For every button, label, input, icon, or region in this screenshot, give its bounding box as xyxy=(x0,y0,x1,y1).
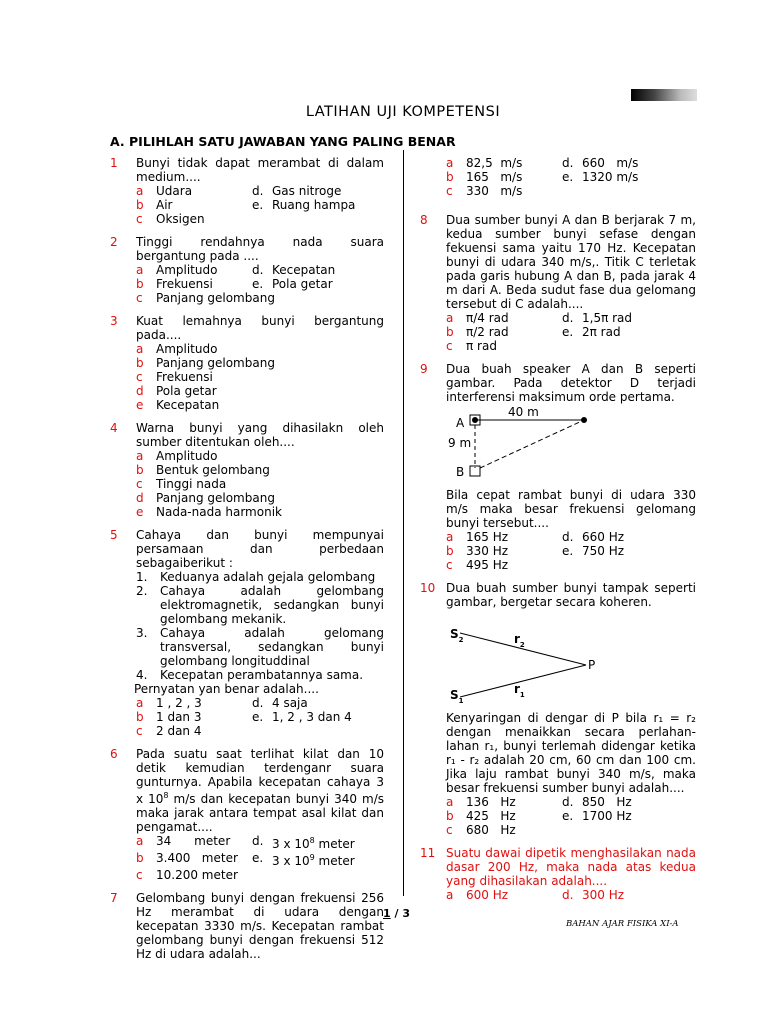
option-letter: a xyxy=(446,156,454,170)
option-letter: a xyxy=(136,184,144,198)
label-40m: 40 m xyxy=(508,405,539,419)
question-10 xyxy=(420,581,696,837)
question-number: 6 xyxy=(110,747,118,761)
option-letter: e. xyxy=(252,198,264,212)
option-b[interactable]: 1 dan 3 xyxy=(156,710,202,724)
label-s2 xyxy=(450,627,464,644)
question-stem: Tinggi rendahnya nada suara bergantung pada .... xyxy=(136,235,384,263)
question-stem: Suatu dawai dipetik menghasilakan nada dasar 200 Hz, maka nada atas kedua yang dihasilakan adalah.... xyxy=(446,846,696,888)
option-b[interactable]: π/2 rad xyxy=(466,325,509,339)
question-stem: Bunyi tidak dapat merambat di dalam medium.... xyxy=(136,156,384,184)
option-a[interactable]: Udara xyxy=(156,184,193,198)
option-letter: c xyxy=(446,558,453,572)
option-letter: e. xyxy=(562,170,574,184)
question-stem xyxy=(136,747,384,834)
question-stem: Gelombang bunyi dengan frekuensi 256 Hz merambat di udara dengan kecepatan 3330 m/s. Kecepatan rambat gelombang bunyi dengan frekuensi 512 Hz di udara adalah... xyxy=(136,891,384,961)
option-e[interactable]: 1320 m/s xyxy=(582,170,639,184)
option-b[interactable]: 425 Hz xyxy=(466,809,516,823)
statement-1: Keduanya adalah gejala gelombang xyxy=(160,570,376,584)
question-stem: Dua buah sumber bunyi tampak seperti gambar, bergetar secara koheren. xyxy=(446,581,696,609)
question-number: 10 xyxy=(420,581,436,595)
option-text: 3 x 10 xyxy=(272,854,310,868)
option-letter: c xyxy=(446,184,453,198)
option-c[interactable]: 330 m/s xyxy=(466,184,523,198)
option-letter: e. xyxy=(252,710,264,724)
option-d[interactable]: 1,5π rad xyxy=(582,311,633,325)
option-d[interactable]: 660 m/s xyxy=(582,156,639,170)
option-letter: b xyxy=(136,851,144,865)
option-d[interactable]: 660 Hz xyxy=(582,530,625,544)
option-letter: a xyxy=(136,834,144,848)
option-c[interactable]: 10.200 meter xyxy=(156,868,238,882)
column-divider xyxy=(403,150,404,896)
exponent: 8 xyxy=(309,836,315,845)
statement-3: Cahaya adalah gelomang transversal, sedangkan bunyi gelombang longituddinal xyxy=(160,626,384,668)
option-e[interactable]: 1700 Hz xyxy=(582,809,632,823)
question-7 xyxy=(110,891,384,961)
total-pages: / 3 xyxy=(390,907,410,920)
option-a[interactable]: Amplitudo xyxy=(156,342,218,356)
question-8 xyxy=(420,213,696,353)
option-letter: e. xyxy=(562,809,574,823)
option-a[interactable]: 600 Hz xyxy=(466,888,509,902)
option-d[interactable]: Gas nitroge xyxy=(272,184,342,198)
option-letter: a xyxy=(136,696,144,710)
stem-part: Pada suatu saat terlihat kilat dan 10 detik kemudian terdenganr suara gunturnya. Apabila kecepatan cahaya 3 x 10 xyxy=(136,747,384,806)
option-c[interactable]: π rad xyxy=(466,339,497,353)
option-letter: b xyxy=(136,710,144,724)
question-tail: Pernyatan yan benar adalah.... xyxy=(134,682,319,696)
question-number: 11 xyxy=(420,846,436,860)
stem-part: m/s dan kecepatan bunyi 340 m/s maka jarak antara tempat asal kilat dan pengamat.... xyxy=(136,792,385,834)
question-tail: Kenyaringan di dengar di P bila r₁ = r₂ dengan menaikkan secara perlahan-lahan r₁, bunyi terlemah didengar ketika r₁ - r₂ adalah 20 cm, 60 cm dan 100 cm. Jika laju rambat bunyi 340 m/s, maka besar frekuensi sumber bunyi adalah.... xyxy=(446,711,696,795)
label-subscript: 1 xyxy=(519,691,525,699)
option-c[interactable]: Oksigen xyxy=(156,212,205,226)
option-c[interactable]: 2 dan 4 xyxy=(156,724,202,738)
left-column xyxy=(110,156,384,970)
label-subscript: 2 xyxy=(519,641,525,649)
option-c[interactable]: Frekuensi xyxy=(156,370,213,384)
exponent: 8 xyxy=(163,791,169,800)
question-stem: Cahaya dan bunyi mempunyai persamaan dan perbedaan sebagaiberikut : xyxy=(136,528,384,570)
option-letter: d. xyxy=(562,311,574,325)
label-subscript: 2 xyxy=(458,636,464,644)
statement-2: Cahaya adalah gelombang elektromagnetik, sedangkan bunyi gelombang mekanik. xyxy=(160,584,384,626)
question-3 xyxy=(110,314,384,412)
option-letter: d. xyxy=(562,888,574,902)
option-letter: d. xyxy=(252,263,264,277)
question-number: 4 xyxy=(110,421,118,435)
option-letter: a xyxy=(136,263,144,277)
option-e[interactable]: 1, 2 , 3 dan 4 xyxy=(272,710,352,724)
option-text: meter xyxy=(314,837,355,851)
statement-4: Kecepatan perambatannya sama. xyxy=(160,668,364,682)
question-number: 1 xyxy=(110,156,118,170)
option-letter: b xyxy=(446,544,454,558)
option-e[interactable] xyxy=(272,851,355,868)
question-tail: Bila cepat rambat bunyi di udara 330 m/s maka besar frekuensi gelomang bunyi tersebut.... xyxy=(446,488,696,530)
option-letter: c xyxy=(136,724,143,738)
option-b[interactable]: Frekuensi xyxy=(156,277,213,291)
question-5 xyxy=(110,528,384,738)
question-number: 9 xyxy=(420,362,428,376)
option-d[interactable]: 4 saja xyxy=(272,696,308,710)
option-letter: e. xyxy=(562,325,574,339)
option-letter: b xyxy=(136,277,144,291)
question-stem: Warna bunyi yang dihasilakn oleh sumber ditentukan oleh.... xyxy=(136,421,384,449)
option-letter: b xyxy=(446,170,454,184)
label-text: S xyxy=(450,688,459,702)
option-b[interactable]: Air xyxy=(156,198,173,212)
option-c[interactable]: Panjang gelombang xyxy=(156,291,275,305)
page-title: LATIHAN UJI KOMPETENSI xyxy=(305,104,501,120)
option-b[interactable]: Panjang gelombang xyxy=(156,356,275,370)
option-letter: c xyxy=(446,823,453,837)
question-11 xyxy=(420,846,696,902)
option-c[interactable]: Tinggi nada xyxy=(156,477,227,491)
option-letter: b xyxy=(446,809,454,823)
option-b[interactable]: 165 m/s xyxy=(466,170,523,184)
option-a[interactable]: π/4 rad xyxy=(466,311,509,325)
option-letter: d. xyxy=(252,184,264,198)
label-subscript: 1 xyxy=(458,697,464,705)
label-text: S xyxy=(450,627,459,641)
option-letter: c xyxy=(136,291,143,305)
option-letter: d. xyxy=(252,834,264,848)
option-letter: c xyxy=(136,477,143,491)
option-letter: b xyxy=(446,325,454,339)
option-d[interactable]: 850 Hz xyxy=(582,795,632,809)
option-d[interactable]: Panjang gelombang xyxy=(156,491,275,505)
option-a[interactable]: Amplitudo xyxy=(156,449,218,463)
option-letter: d. xyxy=(562,156,574,170)
option-d[interactable]: Pola getar xyxy=(156,384,217,398)
option-letter: c xyxy=(136,868,143,882)
current-page: 1 xyxy=(383,907,391,920)
option-letter: b xyxy=(136,463,144,477)
label-p: P xyxy=(588,658,596,672)
option-b[interactable]: 330 Hz xyxy=(466,544,509,558)
label-text: r xyxy=(514,682,520,696)
exponent: 9 xyxy=(309,853,315,862)
option-c[interactable]: 495 Hz xyxy=(466,558,509,572)
option-d[interactable]: Kecepatan xyxy=(272,263,336,277)
question-9 xyxy=(420,362,696,572)
question-stem: Dua buah speaker A dan B seperti gambar. Pada detektor D terjadi interferensi maksimum orde pertama. xyxy=(446,362,696,404)
label-r1 xyxy=(514,682,525,699)
question-6 xyxy=(110,747,384,882)
statement-number: 4. xyxy=(136,668,148,682)
page-number xyxy=(383,907,410,920)
option-d[interactable]: 300 Hz xyxy=(582,888,625,902)
option-a[interactable]: 82,5 m/s xyxy=(466,156,523,170)
question-stem: Kuat lemahnya bunyi bergantung pada.... xyxy=(136,314,384,342)
line-r2 xyxy=(460,633,586,665)
option-b[interactable]: 3.400 meter xyxy=(156,851,238,865)
option-letter: a xyxy=(446,888,454,902)
option-letter: d. xyxy=(562,795,574,809)
option-b[interactable]: Bentuk gelombang xyxy=(156,463,270,477)
option-letter: d. xyxy=(252,696,264,710)
option-letter: b xyxy=(136,356,144,370)
question-7-options xyxy=(420,156,696,198)
option-e[interactable]: Pola getar xyxy=(272,277,333,291)
label-text: r xyxy=(514,632,520,646)
question-1 xyxy=(110,156,384,226)
question-number: 5 xyxy=(110,528,118,542)
option-letter: a xyxy=(446,311,454,325)
option-e[interactable]: 2π rad xyxy=(582,325,621,339)
statement-number: 1. xyxy=(136,570,148,584)
question-stem: Dua sumber bunyi A dan B berjarak 7 m, kedua sumber bunyi sefase dengan fekuensi sama yaitu 170 Hz. Kecepatan bunyi di udara 340 m/s,. Titik C terletak pada garis hubung A dan B, pada jarak 4 m dari A. Beda sudut fase dua gelomang tersebut di C adalah.... xyxy=(446,213,696,311)
option-letter: d xyxy=(136,491,144,505)
option-letter: a xyxy=(136,342,144,356)
option-e[interactable]: 750 Hz xyxy=(582,544,625,558)
book-label: BAHAN AJAR FISIKA XI-A xyxy=(566,919,679,929)
label-b: B xyxy=(456,465,465,479)
option-d[interactable] xyxy=(272,834,355,851)
label-a: A xyxy=(456,416,465,430)
option-letter: e xyxy=(136,505,144,519)
speaker-diagram xyxy=(446,404,696,488)
option-letter: a xyxy=(446,795,454,809)
label-9m: 9 m xyxy=(448,436,472,450)
question-4 xyxy=(110,421,384,519)
option-e[interactable]: Nada-nada harmonik xyxy=(156,505,282,519)
option-letter: b xyxy=(136,198,144,212)
option-letter: d. xyxy=(562,530,574,544)
option-text: 3 x 10 xyxy=(272,837,310,851)
question-number: 3 xyxy=(110,314,118,328)
source-diagram xyxy=(446,609,696,705)
option-e[interactable]: Ruang hampa xyxy=(272,198,356,212)
statement-number: 3. xyxy=(136,626,148,640)
option-letter: c xyxy=(136,212,143,226)
option-letter: a xyxy=(446,530,454,544)
question-number: 7 xyxy=(110,891,118,905)
label-s1 xyxy=(450,688,464,705)
option-a[interactable]: 1 , 2 , 3 xyxy=(156,696,202,710)
option-letter: c xyxy=(136,370,143,384)
question-2 xyxy=(110,235,384,305)
option-a[interactable]: Amplitudo xyxy=(156,263,218,277)
label-r2 xyxy=(514,632,525,649)
option-e[interactable]: Kecepatan xyxy=(156,398,220,412)
option-letter: c xyxy=(446,339,453,353)
right-column xyxy=(420,156,696,911)
option-letter: e xyxy=(136,398,144,412)
option-letter: e. xyxy=(252,277,264,291)
statement-number: 2. xyxy=(136,584,148,598)
option-text: meter xyxy=(314,854,355,868)
option-a[interactable]: 34 meter xyxy=(156,834,231,848)
header-gradient-bar xyxy=(631,89,697,101)
line-b-d xyxy=(480,420,584,468)
question-number: 2 xyxy=(110,235,118,249)
option-letter: e. xyxy=(562,544,574,558)
option-a[interactable]: 136 Hz xyxy=(466,795,516,809)
option-a[interactable]: 165 Hz xyxy=(466,530,509,544)
option-letter: a xyxy=(136,449,144,463)
option-letter: d xyxy=(136,384,144,398)
option-c[interactable]: 680 Hz xyxy=(466,823,516,837)
question-number: 8 xyxy=(420,213,428,227)
option-letter: e. xyxy=(252,851,264,865)
section-heading: A. PILIHLAH SATU JAWABAN YANG PALING BENAR xyxy=(110,134,456,149)
